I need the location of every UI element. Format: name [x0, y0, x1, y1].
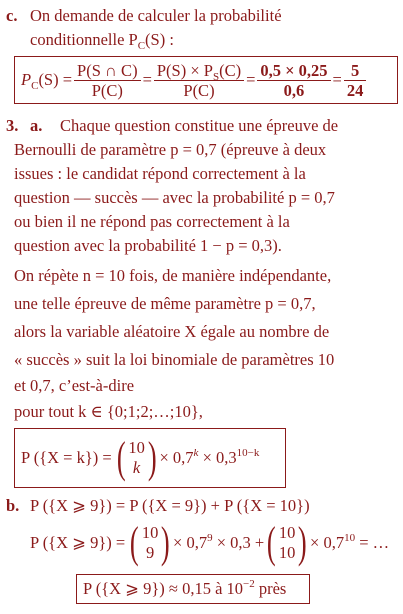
binomial-coefficient-10: ( 10 10 )	[267, 518, 308, 567]
part-3b-line2: P ({X ⩾ 9}) = ( 10 9 ) × $0,7^9 \times 0,3$ + ( 10 10 ) × $0,7^{10}$ = …	[30, 518, 390, 567]
part-3a-line: et 0,7, c’est-à-dire	[14, 376, 135, 395]
part-c-label: c.	[6, 6, 18, 25]
equals-sign: =	[246, 70, 256, 89]
part-c-line2-text: conditionnelle P	[30, 30, 138, 49]
part-3b-label: b.	[6, 496, 20, 515]
part-3b-line1: P ({X ⩾ 9}) = P ({X = 9}) + P ({X = 10})	[30, 496, 310, 515]
part-c-line2-sub: C	[137, 40, 146, 52]
part-3a-line: alors la variable aléatoire X égale au nombre de	[14, 322, 330, 341]
binomial-mid: × $0,7^k \times 0,3^{10-k}$	[159, 447, 260, 467]
part-3a-line: une telle épreuve de même paramètre p = 0,7,	[14, 294, 316, 313]
part-3a-line: issues : le candidat répond correctement à la	[14, 164, 306, 183]
fraction-numeric: $\frac{0,5 \times 0,25}{0,6}$	[257, 61, 330, 100]
part-3a-label: a.	[30, 116, 43, 135]
part-c-line2-end: (S) :	[145, 30, 174, 49]
binomial-coefficient-9: ( 10 9 )	[130, 518, 171, 567]
part-3a-line: « succès » suit la loi binomiale de paramètres 10	[14, 350, 335, 369]
part-3a-line: ou bien il ne répond pas correctement à la	[14, 212, 290, 231]
binomial-lhs: P ({X = k}) =	[21, 448, 112, 467]
part-c-line1: On demande de calculer la probabilité	[30, 6, 282, 25]
part-3a-line: On répète n = 10 fois, de manière indépendante,	[14, 266, 332, 285]
fraction-intersection: $\frac{P(S \cap C)}{P(C)}$	[74, 61, 141, 100]
binomial-formula-box	[14, 428, 286, 488]
fraction-product: $\frac{P(S) \times P_S(C)}{P(C)}$	[154, 61, 244, 100]
part-3a-line: Chaque question constitue une épreuve de	[60, 116, 339, 135]
equals-sign: =	[142, 70, 152, 89]
part-3-label: 3.	[6, 116, 19, 135]
part-3a-line: Bernoulli de paramètre p = 0,7 (épreuve à deux	[14, 140, 327, 159]
part-c-line2	[30, 30, 174, 50]
formula-lhs: $P_C(S)$ =	[21, 70, 73, 92]
equals-sign: =	[332, 70, 342, 89]
part-3a-line: question — succès — avec la probabilité p = 0,7	[14, 188, 335, 207]
fraction-result: $\frac{5}{24}$	[344, 61, 367, 100]
result-text: P ({X ⩾ 9}) ≈ 0,15 à $10^{-2}$ près	[83, 578, 287, 598]
part-3a-line: pour tout k ∈ {0;1;2;…;10},	[14, 402, 203, 421]
binomial-coefficient: ( 10 k )	[116, 433, 157, 482]
part-3a-line: question avec la probabilité 1 − p = 0,3).	[14, 236, 282, 255]
conditional-probability-formula-box	[14, 56, 398, 104]
result-box	[76, 574, 310, 604]
